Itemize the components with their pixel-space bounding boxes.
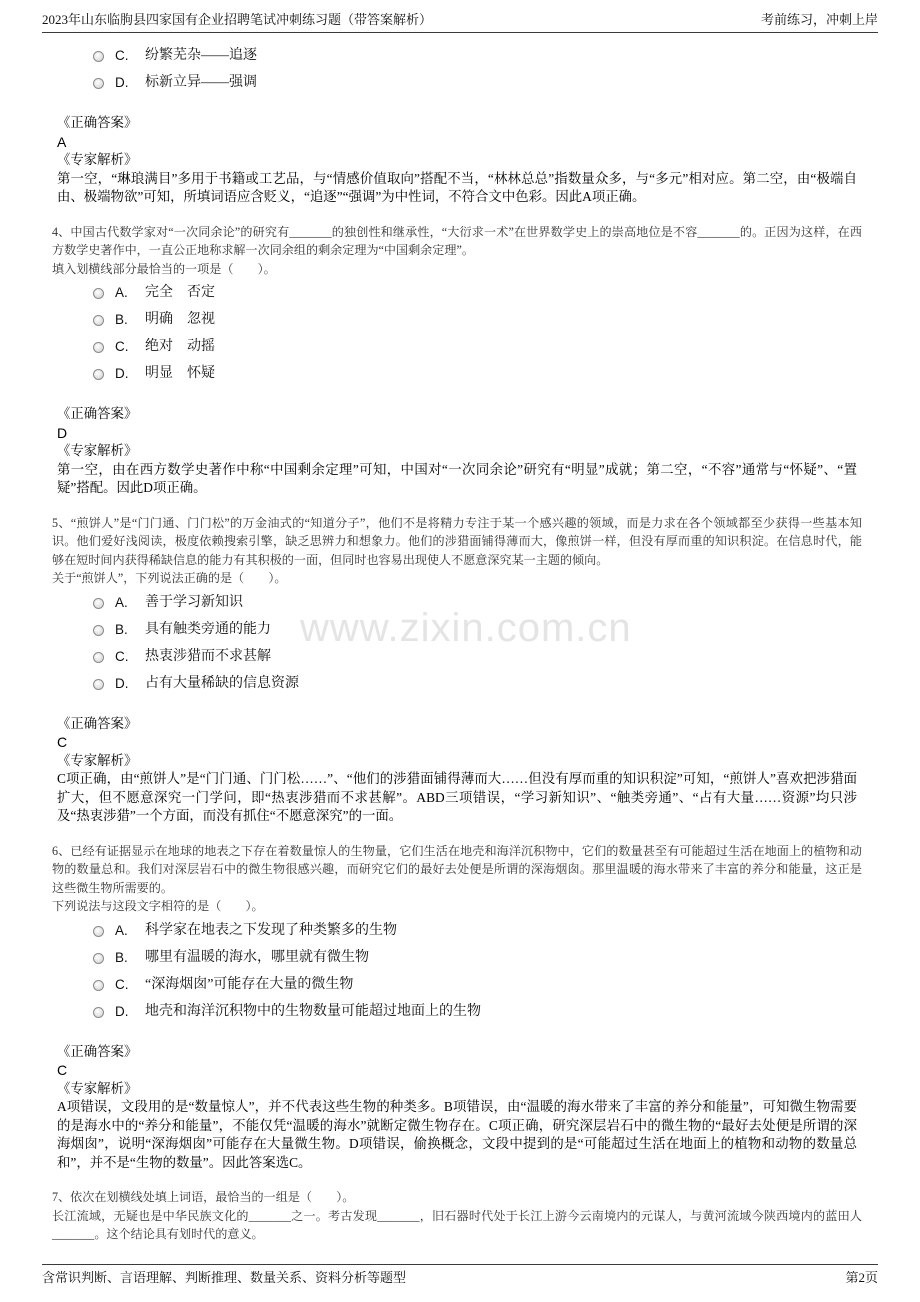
- question-stem: [52, 514, 862, 588]
- answer-section: [52, 405, 857, 498]
- radio-icon: [93, 980, 104, 991]
- analysis-label: 《专家解析》: [57, 152, 138, 167]
- analysis-label: 《专家解析》: [57, 443, 138, 458]
- answer-label: 《正确答案》: [57, 115, 138, 130]
- option-letter: B.: [115, 949, 128, 965]
- watermark: www.zixin.com.cn: [300, 606, 632, 650]
- answer-section: [52, 1043, 857, 1173]
- option-text: 完全 否定: [145, 285, 215, 300]
- radio-icon: [93, 369, 104, 380]
- analysis-text: 第一空，“琳琅满目”多用于书籍或工艺品，与“情感价值取向”搭配不当，“林林总总”指数量众多，与“多元”相对应。第二空，由“极端自由、极端物欲”可知，所填词语应含贬义，“追逐”“强调”为中性词，不符合文中色彩。因此A项正确。: [57, 170, 857, 204]
- option-letter: A.: [115, 594, 128, 610]
- option-item: [52, 69, 862, 96]
- option-letter: D.: [115, 366, 129, 381]
- header-slogan: 考前练习，冲刺上岸: [760, 12, 878, 27]
- page-footer: [42, 1264, 878, 1291]
- option-item: [52, 279, 862, 306]
- option-letter: B.: [115, 621, 128, 637]
- analysis-label: 《专家解析》: [57, 1080, 138, 1096]
- question-text: 4、中国古代数学家对“一次同余论”的研究有_______的独创性和继承性，“大衍求一术”在世界数学史上的崇高地位是不容_______的。正因为这样，在西方数学史著作中，一直公正地称求解一次同余组的剩余定理为“中国剩余定理”。: [52, 224, 862, 257]
- radio-icon: [93, 342, 104, 353]
- option-text: “深海烟囱”可能存在大量的微生物: [145, 976, 354, 992]
- option-item: [52, 360, 862, 387]
- answer-section: [52, 715, 857, 826]
- footer-note: 含常识判断、言语理解、判断推理、数量关系、资料分析等题型: [42, 1270, 407, 1285]
- option-text: 明确 忽视: [145, 312, 215, 327]
- radio-icon: [93, 953, 104, 964]
- question-text: 6、已经有证据显示在地球的地表之下存在着数量惊人的生物量，它们生活在地壳和海洋沉积物中，它们的数量甚至有可能超过生活在地面上的植物和动物的数量总和。我们对深层岩石中的微生物很感兴趣，而研究它们的最好去处便是所谓的深海烟囱。那里温暖的海水带来了丰富的养分和能量，这正是这些微生物所需要的。: [52, 843, 862, 895]
- radio-icon: [93, 78, 104, 89]
- option-list: [52, 42, 862, 96]
- question-stem: [52, 223, 862, 279]
- question-prompt: 填入划横线部分最恰当的一项是（ ）。: [52, 261, 276, 276]
- option-letter: C.: [115, 48, 129, 63]
- document-title: 2023年山东临朐县四家国有企业招聘笔试冲刺练习题（带答案解析）: [42, 12, 433, 27]
- option-item: [52, 917, 862, 944]
- option-list: [52, 917, 862, 1025]
- radio-icon: [93, 926, 104, 937]
- option-text: 善于学习新知识: [145, 594, 243, 610]
- option-item: [52, 971, 862, 998]
- option-item: [52, 643, 862, 670]
- option-letter: D.: [115, 1003, 129, 1019]
- option-letter: D.: [115, 75, 129, 90]
- option-text: 明显 怀疑: [145, 366, 215, 381]
- radio-icon: [93, 625, 104, 636]
- option-text: 具有触类旁通的能力: [145, 621, 271, 637]
- option-letter: C.: [115, 648, 129, 664]
- option-letter: C.: [115, 339, 129, 354]
- correct-answer: D: [57, 424, 68, 441]
- option-letter: B.: [115, 312, 128, 327]
- question-stem: [52, 842, 862, 916]
- radio-icon: [93, 598, 104, 609]
- page-header: [42, 10, 878, 33]
- radio-icon: [93, 652, 104, 663]
- option-text: 哪里有温暖的海水，哪里就有微生物: [145, 949, 369, 965]
- correct-answer: C: [57, 734, 68, 750]
- option-item: [52, 670, 862, 697]
- page-content: [52, 42, 862, 1262]
- option-text: 地壳和海洋沉积物中的生物数量可能超过地面上的生物: [145, 1003, 481, 1019]
- question-prompt: 关于“煎饼人”，下列说法正确的是（ ）。: [52, 571, 287, 585]
- analysis-text: 第一空，由在西方数学史著作中称“中国剩余定理”可知，中国对“一次同余论”研究有“明显”成就；第二空，“不容”通常与“怀疑”、“置疑”搭配。因此D项正确。: [57, 461, 857, 495]
- option-letter: D.: [115, 675, 129, 691]
- option-item: [52, 42, 862, 69]
- option-item: [52, 589, 862, 616]
- answer-label: 《正确答案》: [57, 406, 138, 421]
- option-item: [52, 306, 862, 333]
- analysis-text: C项正确，由“煎饼人”是“门门通、门门松……”、“他们的涉猎面铺得薄而大……但没有厚而重的知识积淀”可知，“煎饼人”喜欢把涉猎面扩大，但不愿意深究一门学问，即“热衷涉猎而不求甚解”。ABD三项错误，“学习新知识”、“触类旁通”、“占有大量……资源”均只涉及“热衷涉猎”一个方面，而没有抓住“不愿意深究”的一面。: [57, 771, 857, 823]
- option-text: 绝对 动摇: [145, 339, 215, 354]
- question-prompt: 下列说法与这段文字相符的是（ ）。: [52, 899, 264, 913]
- option-text: 标新立异——强调: [145, 75, 257, 90]
- radio-icon: [93, 51, 104, 62]
- option-letter: A.: [115, 285, 128, 300]
- question-prompt: 7、依次在划横线处填上词语，最恰当的一组是（ ）。: [52, 1190, 355, 1204]
- question-text: 长江流域，无疑也是中华民族文化的_______之一。考古发现_______，旧石器时代处于长江上游今云南境内的元谋人，与黄河流域今陕西境内的蓝田人_______。这个结论具有划时代的意义。: [52, 1208, 862, 1241]
- option-item: [52, 616, 862, 643]
- option-item: [52, 998, 862, 1025]
- option-letter: C.: [115, 976, 129, 992]
- answer-label: 《正确答案》: [57, 715, 138, 731]
- question-stem: [52, 1188, 862, 1244]
- option-list: [52, 589, 862, 697]
- radio-icon: [93, 315, 104, 326]
- question-text: 5、“煎饼人”是“门门通、门门松”的万金油式的“知道分子”，他们不是将精力专注于某一个感兴趣的领域，而是力求在各个领域都至少获得一些基本知识。他们爱好浅阅读，极度依赖搜索引擎，缺乏思辨力和想象力。他们的涉猎面铺得薄而大，像煎饼一样，但没有厚而重的知识积淀。在信息时代，能够在短时间内获得稀缺信息的能力有其积极的一面，但同时也容易出现使人不愿意深究某一主题的倾向。: [52, 515, 862, 567]
- option-item: [52, 333, 862, 360]
- analysis-label: 《专家解析》: [57, 752, 138, 768]
- option-text: 占有大量稀缺的信息资源: [145, 675, 299, 691]
- option-list: [52, 279, 862, 387]
- answer-section: [52, 114, 857, 207]
- correct-answer: C: [57, 1062, 68, 1078]
- option-letter: A.: [115, 922, 128, 938]
- option-text: 科学家在地表之下发现了种类繁多的生物: [145, 922, 397, 938]
- option-item: [52, 944, 862, 971]
- radio-icon: [93, 1007, 104, 1018]
- option-text: 纷繁芜杂——追逐: [145, 48, 257, 63]
- correct-answer: A: [57, 133, 67, 150]
- option-text: 热衷涉猎而不求甚解: [145, 648, 271, 664]
- answer-label: 《正确答案》: [57, 1043, 138, 1059]
- radio-icon: [93, 288, 104, 299]
- analysis-text: A项错误，文段用的是“数量惊人”，并不代表这些生物的种类多。B项错误，由“温暖的海水带来了丰富的养分和能量”，可知微生物需要的是海水中的“养分和能量”，不能仅凭“温暖的海水”就断定微生物存在。C项正确，研究深层岩石中的微生物的“最好去处便是所谓的深海烟囱”，说明“深海烟囱”可能存在大量微生物。D项错误，偷换概念，文段中提到的是“可能超过生活在地面上的植物和动物的数量总和”，并不是“生物的数量”。因此答案选C。: [57, 1099, 857, 1170]
- page-number: 第2页: [845, 1270, 878, 1285]
- radio-icon: [93, 679, 104, 690]
